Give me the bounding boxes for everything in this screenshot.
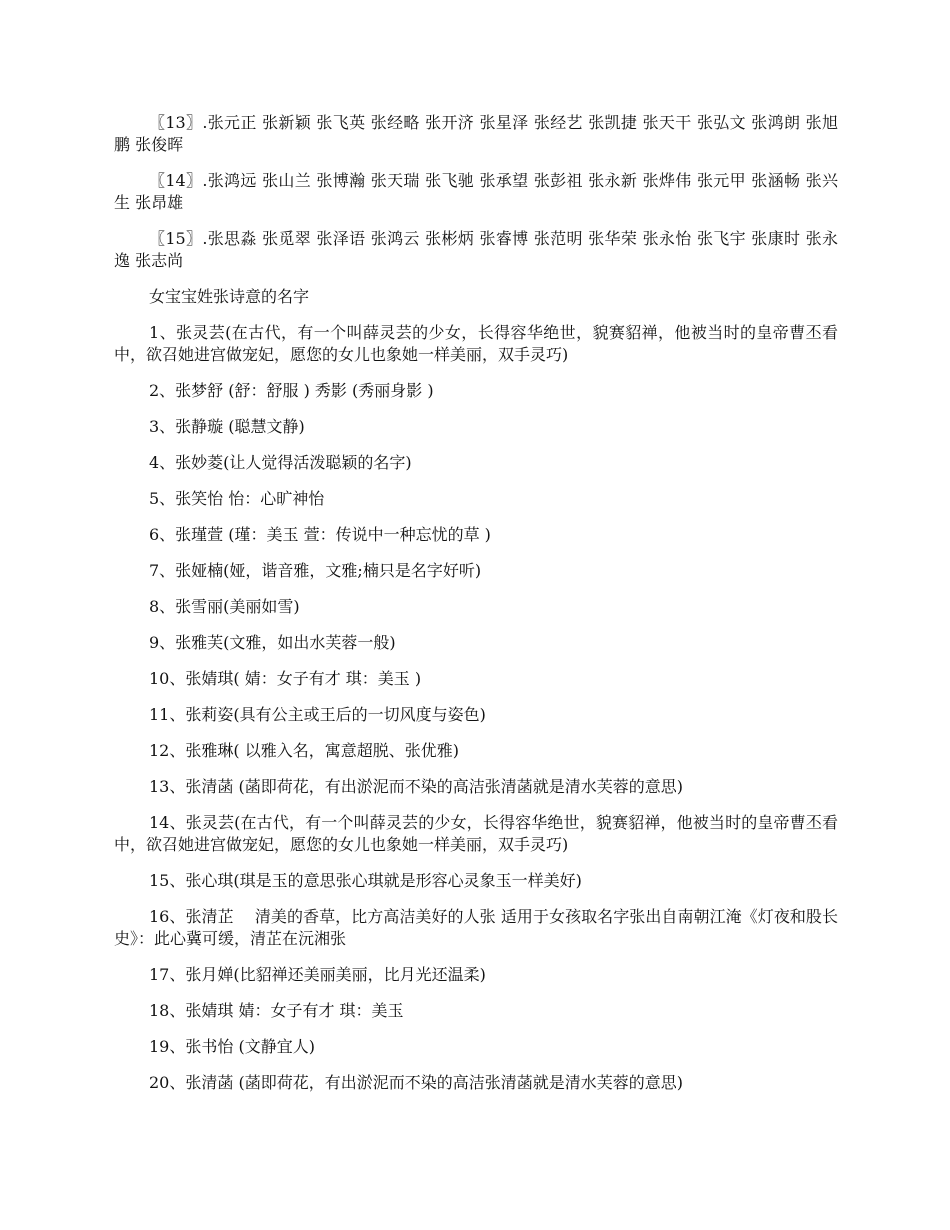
name-item-11: 11、张莉姿(具有公主或王后的一切风度与姿色): [149, 705, 486, 724]
name-item-10: 10、张婧琪( 婧：女子有才 琪：美玉 ): [149, 669, 422, 688]
name-list-13: 〖13〗.张元正 张新颖 张飞英 张经略 张开济 张星泽 张经艺 张凯捷 张天干 张弘文 张鸿朗 张旭鹏 张俊晖: [114, 113, 838, 154]
name-item-12: 12、张雅琳( 以雅入名，寓意超脱、张优雅): [149, 741, 459, 760]
name-item-4: 4、张妙菱(让人觉得活泼聪颖的名字): [149, 453, 412, 472]
name-item-5: 5、张笑怡 怡：心旷神怡: [149, 489, 325, 508]
name-list-15: 〖15〗.张思淼 张觅翠 张泽语 张鸿云 张彬炳 张睿博 张范明 张华荣 张永怡 张飞宇 张康时 张永逸 张志尚: [114, 229, 838, 270]
name-list-14: 〖14〗.张鸿远 张山兰 张博瀚 张天瑞 张飞驰 张承望 张彭祖 张永新 张烨伟 张元甲 张涵畅 张兴生 张昂雄: [114, 171, 838, 212]
name-item-7: 7、张娅楠(娅，谐音雅，文雅;楠只是名字好听): [149, 561, 482, 580]
name-item-20: 20、张清菡 (菡即荷花，有出淤泥而不染的高洁张清菡就是清水芙蓉的意思): [149, 1073, 683, 1092]
name-item-14: 14、张灵芸(在古代，有一个叫薛灵芸的少女，长得容华绝世，貌赛貂禅，他被当时的皇帝曹丕看中，欲召她进宫做宠妃，愿您的女儿也象她一样美丽，双手灵巧): [114, 813, 838, 854]
name-item-2: 2、张梦舒 (舒：舒服 ) 秀影 (秀丽身影 ): [149, 381, 434, 400]
name-item-15: 15、张心琪(琪是玉的意思张心琪就是形容心灵象玉一样美好): [149, 871, 582, 890]
name-item-1: 1、张灵芸(在古代，有一个叫薛灵芸的少女，长得容华绝世，貌赛貂禅，他被当时的皇帝曹丕看中，欲召她进宫做宠妃，愿您的女儿也象她一样美丽，双手灵巧): [114, 323, 838, 364]
section-heading: 女宝宝姓张诗意的名字: [149, 287, 310, 306]
name-item-16: 16、张清芷 清美的香草，比方高洁美好的人张 适用于女孩取名字张出自南朝江淹《灯夜和股长史》：此心冀可缓，清芷在沅湘张: [114, 907, 838, 948]
name-item-13: 13、张清菡 (菡即荷花，有出淤泥而不染的高洁张清菡就是清水芙蓉的意思): [149, 777, 683, 796]
name-item-17: 17、张月婵(比貂禅还美丽美丽，比月光还温柔): [149, 965, 486, 984]
name-item-3: 3、张静璇 (聪慧文静): [149, 417, 305, 436]
name-item-9: 9、张雅芙(文雅，如出水芙蓉一般): [149, 633, 396, 652]
name-item-19: 19、张书怡 (文静宜人): [149, 1037, 315, 1056]
name-item-6: 6、张瑾萱 (瑾：美玉 萱：传说中一种忘忧的草 ): [149, 525, 491, 544]
name-item-18: 18、张婧琪 婧：女子有才 琪：美玉: [149, 1001, 404, 1020]
name-item-8: 8、张雪丽(美丽如雪): [149, 597, 300, 616]
